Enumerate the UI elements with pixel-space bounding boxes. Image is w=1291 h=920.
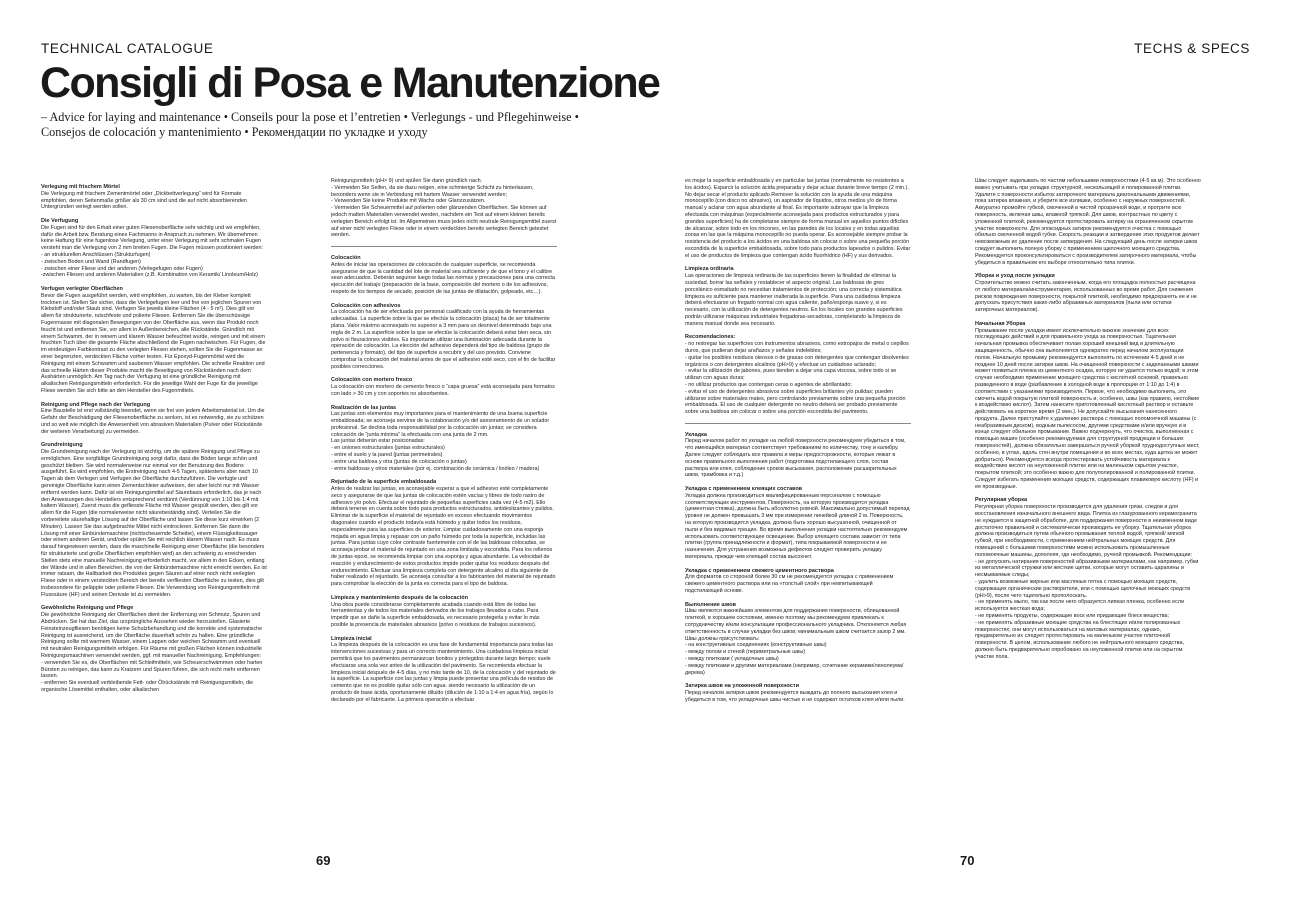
section-body: Регулярная уборка поверхности производится для удаления грязи, следов и для восстановления изначального внешнего вида. Плитка из глазурованного керамогранита не нуждается в защитной обработке, для поддержания поверхности в неизменном виде достаточно правильной и систематически производить ее уборку. Тщательная уборка должна производиться путем обычного промывания теплой водой, тряпкой/ мягкой губкой, при необходимости, с применением нейтральных моющих средств. Для помещений с большими поверхностями можно использовать промышленные поломоечные машины, дополняя, где необходимо, ручной промывкой. Рекомендации: - не допускать натирания поверхностей абразивными материалами, как например, губки из металлической стружки или жесткие щетки, которые могут оставить царапины и несмываемые следы; - удалить возможные жирные или масляные пятна с помощью моющих средств, содержащих органические растворители, или с помощью щелочных моющих средств (pH>9), после чего тщательно прополоскать. - не применять мыло, так как после него образуется липкая пленка, особенно если используется жесткая вода; - не применять продукты, содержащие воск или придающие блеск вещества; - не применять абразивные моющие средства на блестящих и/или полированных поверхностях; они могут использоваться на матовых материалах, однако, предварительно их следует протестировать на маленьком участке плиточной поверхности. В целом, использование любого не нейтрального моющего средства, должно быть предварительно опробовано на неуложенной плитке или на скрытом участке пола.	[975, 504, 1199, 660]
section-heading: Grundreinigung	[41, 442, 83, 449]
section-body: Antes de realizar las juntas, es aconsejable esperar a que el adhesivo esté completamente seco y asegurarse de que las juntas de colocación estén vacías y libres de todo rastro de adhesivo y/o polvo. Efectuar el rejuntado de pequeñas superficies cada vez (4-5 m2). Ello deberá tenerse en cuenta sobre todo para productos estructurados, antideslizantes y pulidos. Eliminar de la superficie el material de rejuntado en exceso efectuando movimientos diagonales cuando el producto todavía está húmedo y quitar todos los residuos, especialmente para las superficies de exterior. Limpiar cuidadosamente con una esponja mojada en agua limpia y repasar con un paño húmedo por toda la superficie, incluidas las juntas. Para juntas cuyo color contraste fuertemente con el de las baldosas colocadas, se aconseja probar el material de rejuntado en una zona limitada y escondida. Para los rellenos de juntas epoxi, se recomienda limpiar con una esponja y agua abundante. La velocidad de reacción y endurecimiento de estos productos impide poder quitar los residuos después del endurecimiento. Efectuar una limpieza completa con detergente alcalino al día siguiente de haber realizado el rejuntado. Se aconseja consultar a los fabricantes del material de rejuntado para comprobar la elección de la junta es correcta para el tipo de baldosa.	[331, 486, 556, 588]
text-section	[685, 683, 911, 703]
section-heading: Регулярная уборка	[975, 497, 1028, 504]
section-body: Укладка должна производиться квалифицированным персоналом с помощью соответствующих инструментов. Поверхность, на которую производится укладка (цементная стяжка), должна быть абсолютно ровной. Максимально допустимый перепад уровня не должен превышать 3 мм при измерении линейкой длиной 2 м. Поверхность, на которую производится укладка, должна быть хорошо высушенной, очищенной от пыли и без видимых трещин. Во время выполнения укладки настоятельно рекомендуем использовать соответствующее освещение. Выбор клеящего состава зависит от типа плитки (группа принадлежности и формат), типа покрываемой поверхности и ее назначения. Для устранения возможных дефектов следует проверить укладку материала, прежде чем клеящий состав высохнет.	[685, 492, 910, 561]
group-c2b	[331, 255, 557, 704]
section-heading: Укладка с применением свежего цементного раствора	[685, 567, 834, 574]
text-section	[975, 273, 1201, 314]
section-body: Die Verlegung mit frischem Zementmörtel oder „Dickbettverlegung“ wird für Formate empfohlen, deren Seitenmaße größer als 30 cm sind und die auf nicht absorbierenden Untergründen verlegt werden sollen.	[41, 190, 247, 211]
section-heading: Limpieza inicial	[331, 635, 372, 642]
text-section	[685, 178, 911, 260]
catalogue-label: TECHNICAL CATALOGUE	[41, 41, 214, 56]
section-heading: Limpieza y mantenimiento después de la colocación	[331, 594, 468, 601]
section-body: Bevor die Fugen ausgeführt werden, wird empfohlen, zu warten, bis der Kleber komplett trocknen ist. Stellen Sie sicher, dass die Verlegefugen leer und frei von jeglichen Spuren von Klebstoff und/oder Staub sind. Verfugen Sie jeweils kleine Flächen (4 - 5 m²). Dies gilt vor allem für strukturierte, rutschfeste und polierte Fliesen. Entfernen Sie die überschüssige Fugenmasse mit diagonalen Bewegungen von der Oberfläche aus, wenn das Produkt noch feucht ist und entfernen Sie, vor allem in Außenbereichen, alle Rückstände. Gründlich mit einem Schwamm, der in reinem und klarem Wasser befeuchtet wurde, reinigen und mit einem feuchten Tuch über die gesamte Fläche abschließend die Fugen nachwischen. Für Fugen, die im eindeutigen Farbkontrast zu den verlegten Fliesen stehen, sollten Sie die Fugenmasse an einer begrenzten, verdeckten Fläche vorher testen. Für Epoxyd-Fugenmörtel wird die Reinigung mit einem Schwamm und sauberem Wasser empfohlen. Die schnelle Reaktion und das schnelle Härten dieser Produkte macht die Beseitigung von Rückständen nach dem Aushärten unmöglich. Am Tag nach der Verfugung ist eine gründliche Reinigung mit alkalischen Reinigungsmitteln erforderlich. Für die jeweilige Wahl der Fuge für die jeweilige Fliese wenden Sie sich bitte an den Hersteller des Fugenmittels.	[41, 292, 266, 394]
section-body: Las operaciones de limpieza ordinaria de las superficies tienen la finalidad de eliminar la suciedad, borrar las señales y restablecer el aspecto original. Las baldosas de gres porcelánico esmaltado no necesitan tratamientos de protección; una correcta y sistemática limpieza es suficiente para mantener inalterada la superficie. Para una cuidadosa limpieza deberá efectuarse un fregado normal con agua caliente, paño/esponja suave y, si es necesario, con la utilización de detergentes neutros. En los locales con grandes superficies podrán utilizarse máquinas industriales fregadoras-secadoras, completando la limpieza de manera manual donde sea necesario.	[685, 273, 903, 327]
text-section	[41, 218, 267, 279]
section-heading: Уборка и уход после укладки	[975, 273, 1055, 280]
section-heading: Выполнение швов	[685, 601, 737, 608]
section-heading: Укладка с применением клеящих составов	[685, 486, 803, 493]
section-heading: Начальная Уборка	[975, 320, 1026, 327]
text-section	[331, 303, 557, 371]
section-label: TECHS & SPECS	[1134, 41, 1250, 56]
column-russian	[975, 178, 1201, 667]
section-heading: Colocación con mortero fresco	[331, 377, 413, 384]
text-section	[331, 255, 557, 296]
section-heading: Reinigung und Pflege nach der Verlegung	[41, 401, 151, 408]
section-heading: Realización de las juntas	[331, 404, 397, 411]
section-body: La limpieza después de la colocación es una fase de fundamental importancia para todas las intervenciones sucesivas y para un correcto mantenimiento. Una cuidadosa limpieza inicial permitirá que los pavimentos permanezcan bonitos y protegidos durante largo tiempo; suele efectuarse una sola vez antes de la utilización del pavimento. Se recomienda efectuar la limpieza inicial después de 4-5 días, y no más tarde de 10, de la colocación y del rejuntado de la superficie. La superficie con las juntas y limpia puede presentar una película de residuo de cemento que no es posible quitar sólo con agua. siendo necesario la utilización de un producto de base ácida, oportunamente diluido (dilución de 1:10 a 1:4 en agua fría), según lo declarado por el fabricante. La primera operación a efectuar	[331, 642, 556, 703]
section-body: Eine Baustelle ist erst vollständig beendet, wenn sie frei von jedem Arbeitsmaterial ist. Um die Gefahr der Beschädigung der Fliesenoberfläche zu senken, ist es notwendig, sie zu schützen und so weit wie möglich die Anwesenheit von abrasiven Materialien (Pulver oder Rückstände der weiteren Verarbeitung) zu vermeiden.	[41, 408, 265, 435]
section-heading: Colocación con adhesivos	[331, 302, 401, 309]
text-section	[685, 334, 911, 416]
section-heading: Rejuntado de la superficie embaldosada	[331, 479, 437, 486]
section-heading: Gewöhnliche Reinigung und Pflege	[41, 605, 134, 612]
section-body: Die Grundreinigung nach der Verlegung ist wichtig, um die spätere Reinigung und Pflege zu ermöglichen. Eine sorgfältige Grundreinigung sorgt dafür, dass die Böden lange schön und geschützt bleiben. Sie wird normalerweise nur einmal vor der Benutzung des Bodens ausgeführt. Es wird empfohlen, die Erstreinigung nach 4-5 Tagen, spätestens aber nach 10 Tagen ab dem Verlegen und Verfugen der Oberfläche durchzuführen. Die verfugte und gereinigte Oberfläche kann einen Zementschleier aufweisen, der aber leicht nur mit Wasser entfernt werden kann. Dafür ist ein Reinigungsmittel auf Säurebasis erforderlich, das je nach den Anweisungen des Herstellers entsprechend verdünnt (Verdünnung von 1:10 bis 1:4 mit kaltem Wasser). Zuerst muss die gefliesste Fläche mit Wasser gespült werden, dies gilt vor allem für die Fugen (die normalerweise nicht säurebeständig sind). Verteilen Sie die vorbereitete säurehaltige Lösung auf der Oberfläche und lassen Sie diese kurz einwirken (2 Minuten). Lassen Sie das aufgebrachte Mittel nicht eintrocknen. Entfernen Sie dann die Lösung mit einer Einbürstemaschine (nichtscheuernde Scheibe), einem Flüssigkeitssauger oder einem anderen Gerät, und/oder spülen Sie mit reichlich klarem Wasser nach. Es muss darauf hingewiesen werden, dass die maschinelle Reinigung einer Oberfläche (die besonders für strukturierte und große Oberflächen empfohlen wird) an den schwierig zu erreichenden Stellen stets eine manuelle Nachreinigung erforderlich macht, vor allem in den Ecken, entlang der Wände und in allen Bereichen, die von der Einbürstemaschine nicht erreicht werden. Es ist immer ratsam, die Haltbarkeit des Produktes gegen Säuren auf einer noch nicht verlegten Fliese oder in einem versteckten Bereich der bereits verfliesten Oberfläche zu testen, dies gilt insbesondere für geläppte oder polierte Fliesen. Die Verwendung von Reinigungsmitteln mit Flusssäure (HF) und seinen Derivate ist zu vermeiden.	[41, 449, 267, 598]
section-body: Las juntas son elementos muy importantes para el mantenimiento de una buena superficie embaldosada; se aconseja servirse de la colaboración y/o del asesoramiento de un solador profesional. Se declina toda responsabilidad por la colocación sin juntas; se considera colocación de “junta mínima” la efectuada con una junta de 2 mm. Las juntas deberán estar posicionadas: - en uniones estructurales (juntas estructurales) - entre el suelo y la pared (juntas perimetrales) - entre una baldosa y otra (juntas de colocación o juntas) - entre baldosas y otros materiales (por ej. combinación de cerámica / linóleo / madera)	[331, 411, 550, 472]
section-body: Перед началом затирки швов рекомендуется выждать до полного высыхания клея и убедиться в том, что укладочные швы чистые и не содержат остатков клея и/или пыли.	[685, 689, 905, 703]
text-section	[685, 266, 911, 327]
section-body: La colocación con mortero de cemento fresco o “capa gruesa” está aconsejada para formatos con lado > 30 cm y con soportes no absorbentes.	[331, 384, 555, 397]
text-section	[685, 602, 911, 677]
text-section	[331, 405, 557, 473]
text-section	[331, 479, 557, 588]
text-section	[41, 605, 267, 693]
text-section	[41, 184, 267, 211]
text-section	[975, 178, 1201, 266]
section-heading: Die Verfugung	[41, 217, 79, 224]
section-body: Una obra puede considerarse completamente acabada cuando está libre de todas las herramientas y de todos los materiales derivados de los trabajos llevados a cabo. Para impedir que se dañe la superficie embaldosada, es necesario protegerla y evitar lo más posible la presencia de materiales abrasivos (polvo o residuos de trabajos sucesivos).	[331, 601, 540, 628]
column-spanish-russian	[685, 178, 911, 710]
section-body: es mojar la superficie embaldosada y en particular las juntas (normalmente no resistentes a los ácidos). Esparcir la solución ácida preparada y dejar actuar durante breve tiempo (2 min.). No dejar secar el producto aplicado.Remover la solución con la ayuda de una máquina monocepillo (con disco no abrasivo), un aspirador de líquidos, otros medios y/o de forma manual y aclarar con agua abundante al final. Es importante subrayar que la limpieza efectuada con máquinas (especialmente aconsejada para productos estructurados y para grandes superficies) ha de completarse siempre de forma manual en aquellos puntos difíciles de alcanzar, sobre todo en los rincones, en las paredes de los locales y en todas aquellas zonas en las que la máquina monocepillo no pueda operar. Es aconsejable siempre probar la resistencia del producto a los ácidos en una baldosa sin colocar o sobre una pequeña porción escondida de la superficie embaldosada, sobre todo para productos lapeados o pulidos. Evitar el uso de productos de limpieza que contengan ácido fluorhídrico (HF) y sus derivados.	[685, 178, 911, 259]
page-subtitle: – Advice for laying and maintenance • Conseils pour la pose et l’entretien • Verlegungs - und Pflegehinweise • Consejos de colocación y mantenimiento • Рекомендации по укладке и уходу	[41, 110, 579, 139]
group-c4	[975, 178, 1201, 661]
group-c2a	[331, 178, 557, 239]
text-section	[975, 321, 1201, 491]
text-section	[331, 178, 557, 239]
section-body: Die gewöhnliche Reinigung der Oberflächen dient der Entfernung von Schmutz, Spuren und Abdrücken. Sie hat das Ziel, das ursprüngliche Aussehen wieder herzustellen. Glasierte Feinsteinzeugfliesen benötigen keine Schutzbehandlung und die korrekte und systematische Reinigung ist ausreichend, um die Oberfläche dauerhaft schön zu halten. Eine gründliche Reinigung sollte mit warmem Wasser, einem Lappen oder weichen Schwamm und eventuell mit neutralen Reinigungsmitteln erfolgen. Für Räume mit großen Flächen können industrielle Reinigungsmaschinen verwendet werden, ggf. mit manueller Nachreinigung. Empfehlungen: - verwenden Sie es, die Oberflächen mit Schleifmitteln, wie Scheuerschwämmen oder harten Bürsten zu reinigen, das kann zu Kratzern und Spuren führen, die sich nicht mehr entfernen lassen. - entfernen Sie eventuell verbleibende Fett- oder Ölrückstände mit Reinigungsmitteln, die organische Lösemittel enthalten, oder alkalischen	[41, 612, 263, 693]
column-german	[41, 184, 267, 701]
text-section	[685, 568, 911, 595]
section-heading: Verlegung mit frischem Mörtel	[41, 184, 120, 190]
section-body: Die Fugen sind für den Erhalt einer guten Fliesenoberfläche sehr wichtig und wir empfehlen, dafür die Arbeit bzw. Beratung eines Fachmanns in Anspruch zu nehmen. Wir übernehmen keine Haftung für eine fugenlose Verlegung, unter einer Verlegung mit sehr schmalen Fugen versteht man die Verlegung von 2 mm breiten Fugen. Die Fugen müssen positioniert werden: - an strukturellen Anschlüssen (Strukturfugen) - zwischen Boden und Wand (Randfugen) - zwischen einer Fliese und der anderen (Verlegefugen oder Fugen) -zwischen Fliesen und anderen Materialien (z.B. Kombination von Keramik/ Linoleum/Holz)	[41, 224, 264, 279]
section-heading: Укладка	[685, 431, 707, 438]
section-body: Antes de iniciar las operaciones de colocación de cualquier superficie, se recomienda asegurarse de que la cantidad del lote de material sea suficiente y de que el tono y el calibre sean adecuados. Deberán seguirse luego todas las normas y precauciones para una correcta ejecución del trabajo (preparación de la base, composición del mortero o de los adhesivos, respeto de los tiempos de secado, posición de las juntas de dilatación, golpeado, etc…).	[331, 261, 555, 295]
text-section	[41, 442, 267, 598]
section-heading: Verfugen verlegter Oberflächen	[41, 285, 123, 292]
section-heading: Colocación	[331, 254, 361, 261]
text-section	[331, 636, 557, 704]
section-body: Промывание после укладки имеет исключительно важное значение для всех последующих действий и для правильного ухода за поверхностью. Тщательная начальная промывка обеспечивает полам хороший внешний вид и длительную защищенность, обычно она выполняется однократно перед началом эксплуатации полов. Начальную промывку рекомендуется выполнять по истечении 4-5 дней и не позднее 10 дней после затирки швов. На очищенной поверхности с заделанными швами может появиться пленка из цементного осадка, которую не удается только водой; в этом случае необходимо применение моющего средства с кислотной основой, правильно разведенного в воде (разбавление в холодной воде в пропорции от 1:10 до 1:4) в соответствии с указаниями производителя. Первое, что необходимо выполнить, это смочить водой покрытую плиткой поверхность и, особенно, швы (как правило, нестойкие к воздействию кислот). Затем нанесите приготовленный кислотный раствор и оставьте действовать на короткое время (2 мин.). Не допускайте высыхания нанесенного продукта. Далее приступайте к удалению раствора с помощью поломоечной машины (с неабразивным диском), водным пылесосом, другими средствами и/или вручную и в конце следует обильное промывание. Важно подчеркнуть, что очистка, выполненная с помощью машин (особенно рекомендуемая для структурной продукции и больших поверхностей), должна обязательно завершаться ручной уборкой труднодоступных мест, особенно, в углах, вдоль стен внутри помещения и во всех местах, куда щетка не может добраться). Рекомендуется всегда протестировать устойчивость материала к воздействию кислот на неуложенной плитке или на маленьком скрытом участке, покрытом плиткой; это особенно важно для полуполированной и полированной плитки. Следует избегать применения моющих средств, содержащих плавиковую кислоту (HF) и ее производные.	[975, 327, 1200, 490]
text-section	[331, 377, 557, 397]
text-section	[685, 432, 911, 480]
page-number-left: 69	[316, 853, 331, 868]
section-body: - no restregar las superficies con instrumentos abrasivos, como estropajos de metal o cepillos duros, que pudieran dejar arañazos y señales indelebles; - quitar los posibles residuos oleosos o de grasas con detergentes que contengan disolventes orgánicos o con detergentes alcalinos (pH>9) y efectuar un cuidadoso aclarado; - evitar la utilización de jabones, pues tienden a dejar una capa viscosa, sobre todo si se utilizan con aguas duras; - no utilizar productos que contengan ceras o agentes de abrillantado; - evitar el uso de detergentes abrasivos sobre superficies brillantes y/o pulidas; pueden utilizarse sobre materiales mates, pero controlando previamente sobre una pequeña porción embaldosada. El uso de cualquier detergente no neutro deberá ser probado previamente sobre una baldosa sin colocar o sobre una porción escondida del pavimento.	[685, 341, 909, 416]
text-section	[41, 286, 267, 395]
section-body: La colocación ha de ser efectuada por personal cualificado con la ayuda de herramientas adecuadas. La superficie sobre la que se efectúe la colocación (placa) ha de ser totalmente plana. Valor máximo aconsejado no superior a 3 mm para un desnivel determinado bajo una regla de 2 m. La superficie sobre la que se efectúe la colocación deberá estar bien seca, sin polvo ni fisuraciones visibles. Es importante utilizar una iluminación adecuada durante la operación de colocación. La elección del adhesivo dependerá del tipo de baldosa (grupo de pertenencia y formato), del tipo de superficie a recubrir y del uso previsto. Conviene comprobar la colocación del material antes de que el adhesivo esté seco, con el fin de facilitar posibles correcciones.	[331, 309, 556, 370]
section-heading: Limpieza ordinaria	[685, 266, 734, 273]
group-c3a	[685, 178, 911, 416]
section-heading: Затирка швов на уложенной поверхности	[685, 683, 799, 690]
page-title: Consigli di Posa e Manutenzione	[40, 59, 660, 107]
page-number-right: 70	[960, 853, 975, 868]
column-german-spanish	[331, 178, 557, 710]
text-section	[685, 486, 911, 561]
section-body: Швы следует заделывать по частям небольшими поверхностями (4-5 кв.м). Это особенно важно учитывать при укладке структурной, нескользящей и полированной плитки. Удалите с поверхности избыток затирочного материала диагональными движениями, пока затирка влажная, и уберите все излишки, особенно с наружных поверхностей. Аккуратно промойте губкой, смоченной в чистой прозрачной воде, и протрите всю поверхность, включая швы, влажной тряпкой. Для швов, контрастных по цвету с уложенной плиткой, рекомендуется протестировать затирку на ограниченном скрытом участке поверхности. Для эпоксидных затирок рекомендуется очистка с помощью обильно смоченной водой губки. Скорость реакции и затвердение этих продуктов делает невозможным их удаление после затвердения. На следующий день после затирки швов следует выполнить полную уборку с применением щелочного моющего средства. Рекомендуется проконсультироваться с производителем затирочного материала, чтобы убедиться в правильном его выборе относительно типа плитки.	[975, 178, 1201, 266]
section-body: Для форматов со стороной более 30 см не рекомендуется укладка с применением свежего цементного раствора или на «толстый слой» при невпитывающей подстилающей основе.	[685, 574, 894, 595]
section-body: Reinigungsmitteln (pH> 9) und spülen Sie dann gründlich nach. - Vermeiden Sie Seifen, da sie dazu neigen, eine schmierige Schicht zu hinterlassen, besonders wenn sie in Verbindung mit hartem Wasser verwendet werden; - Verwenden Sie keine Produkte mit Wachs oder Glanzzusätzen. - Vermeiden Sie Scheuermittel auf polierten oder glänzenden Oberflächen. Sie können auf jedoch matten Materialien verwendet werden, nachdem ein Test auf einem kleinen bereits verlegten Bereich erfolgt ist. Im Allgemeinen muss jedes nicht neutrale Reinigungsmittel zuerst auf einer nicht verlegten Fliese oder in einem verdeckten bereits verlegten Bereich getestet werden.	[331, 178, 557, 239]
text-section	[975, 497, 1201, 660]
section-body: Перед началом работ по укладке на любой поверхности рекомендуем убедиться в том, что имеющийся материал соответствует требованиям по количеству, тону и калибру. Далее следует соблюдать все правила и меры предосторожности, которые лежат в основе правильного выполнения работ (подготовка подстилающего слоя, состав раствора или клея, соблюдение сроков высыхания, расположение расширительных швов, трамбовка и т.д.)	[685, 438, 906, 479]
section-body: Строительство можно считать законченным, когда его площадка полностью расчищена от любого материала/инструментария, использованных во время работ. Для снижения рисков повреждения поверхности, покрытой плиткой, необходимо предохранять ее и не допускать присутствия каких-либо абразивных материалов (пыли или остатки затирочных материалов).	[975, 279, 1197, 314]
section-heading: Recomendaciones:	[685, 334, 736, 341]
section-divider	[685, 423, 911, 424]
group-c1	[41, 184, 267, 694]
section-divider	[331, 246, 557, 247]
group-c3b	[685, 432, 911, 704]
text-section	[331, 595, 557, 629]
section-body: Швы являются важнейшим элементом для поддержания поверхности, облицованной плиткой, в хорошем состоянии, именно поэтому мы рекомендуем привлекать к сотрудничеству и/или консультации профессионального укладчика. Отклоняется любая ответственность в случае укладки без швов; минимальным швом считается зазор 2 мм. Швы должны присутствовать: - на конструктивных соединениях (конструктивные швы) - между полом и стеной (периметральные швы) - между плитками ( укладочные швы) - между плитками и другими материалами (например, сочетание керамики/линолеума/ дерева)	[685, 608, 907, 676]
text-section	[41, 402, 267, 436]
